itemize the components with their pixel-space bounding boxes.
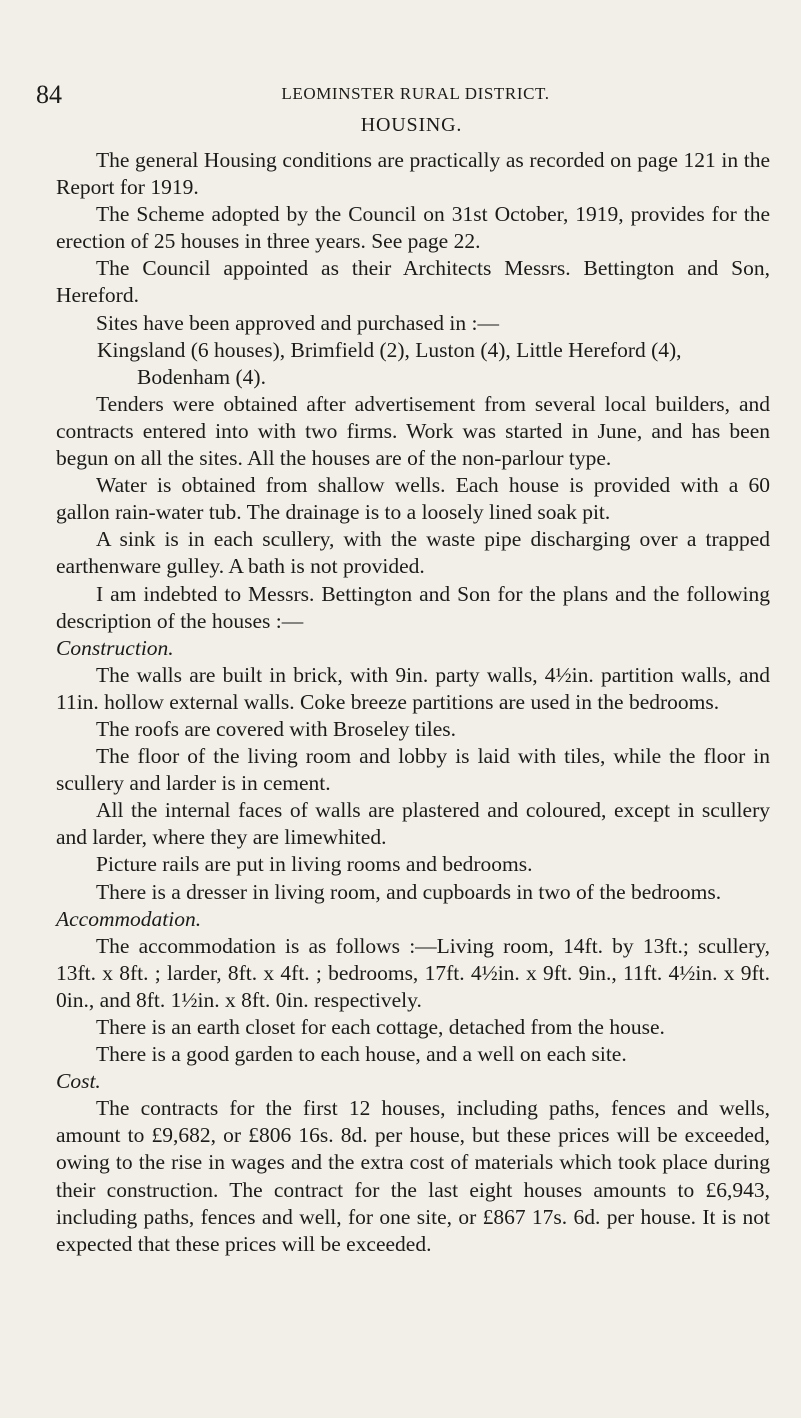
sites-list: Kingsland (6 houses), Brimfield (2), Luston (4), Little Hereford (4), Bodenham (4). (97, 337, 682, 389)
paragraph: The floor of the living room and lobby is laid with tiles, while the floor in scullery and larder is in cement. (56, 744, 770, 796)
paragraph: There is a good garden to each house, and a well on each site. (96, 1042, 627, 1067)
paragraph: There is a dresser in living room, and cupboards in two of the bedrooms. (96, 879, 722, 904)
paragraph: Sites have been approved and purchased in :— (96, 310, 499, 335)
paragraph: Water is obtained from shallow wells. Each house is provided with a 60 gallon rain-water tub. The drainage is to a loosely lined soak pit. (56, 473, 770, 525)
paragraph: The general Housing conditions are practically as recorded on page 121 in the Report for 1919. (56, 148, 770, 200)
paragraph: I am indebted to Messrs. Bettington and Son for the plans and the following description of the houses :— (56, 581, 770, 633)
paragraph: The Scheme adopted by the Council on 31st October, 1919, provides for the erection of 25 houses in three years. See page 22. (56, 202, 770, 254)
section-heading-accommodation: Accommodation. (56, 906, 202, 931)
paragraph: There is an earth closet for each cottage, detached from the house. (96, 1015, 665, 1039)
paragraph: The walls are built in brick, with 9in. party walls, 4½in. partition walls, and 11in. hollow external walls. Coke breeze partitions are used in the bedrooms. (56, 662, 770, 714)
paragraph: The contracts for the first 12 houses, including paths, fences and wells, amount to £9,682, or £806 16s. 8d. per house, but these prices will be exceeded, owing to the rise in wages and the extra cost of materials which took place during their construction. The contract for the last eight houses amounts to £6,943, including paths, fences and well, for one site, or £867 17s. 6d. per house. It is not expected that these prices will be exceeded. (56, 1096, 770, 1256)
paragraph: A sink is in each scullery, with the waste pipe discharging over a trapped earthenware gulley. A bath is not provided. (56, 527, 770, 579)
paragraph: The roofs are covered with Broseley tiles. (96, 716, 456, 741)
page-number: 84 (36, 80, 62, 109)
running-head: LEOMINSTER RURAL DISTRICT. (281, 84, 550, 103)
page-title: HOUSING. (360, 114, 463, 136)
paragraph: The accommodation is as follows :—Living room, 14ft. by 13ft.; scullery, 13ft. x 8ft. ; larder, 8ft. x 4ft. ; bedrooms, 17ft. 4½in. x 9ft. 9in., 11ft. 4½in. x 9ft. 0in., and 8ft. 1½in. x 8ft. 0in. respectively. (56, 933, 770, 1012)
section-heading-construction: Construction. (56, 635, 174, 660)
paragraph: Picture rails are put in living rooms and bedrooms. (96, 852, 533, 877)
paragraph: The Council appointed as their Architects Messrs. Bettington and Son, Hereford. (56, 256, 770, 308)
paragraph: Tenders were obtained after advertisement from several local builders, and contracts entered into with two firms. Work was started in June, and has been begun on all the sites. All the houses are of the non-parlour type. (56, 391, 770, 471)
section-heading-cost: Cost. (56, 1069, 101, 1094)
document-body (56, 147, 770, 1258)
paragraph: All the internal faces of walls are plastered and coloured, except in scullery and larder, where they are limewhited. (56, 798, 770, 850)
